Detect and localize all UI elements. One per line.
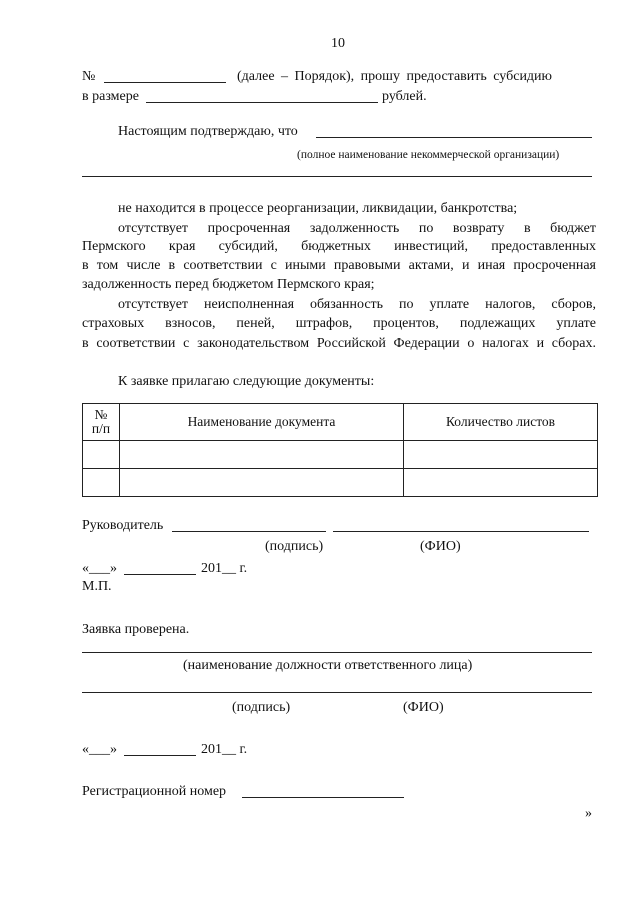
stamp-place: М.П. [82, 579, 112, 594]
head-date-year: 201__ г. [201, 561, 248, 576]
reg-label: Регистрационной номер [82, 784, 227, 799]
order-number-line[interactable] [104, 82, 226, 83]
col-sheets-header: Количество листов [404, 404, 598, 441]
confirm-lead: Настоящим подтверждаю, что [118, 124, 298, 139]
col-number-line1: № [94, 407, 108, 422]
head-sign-caption: (подпись) [265, 539, 324, 554]
table-cell[interactable] [83, 441, 120, 469]
statement-4: в том числе в соответствии с иными правовыми актами, и иная просроченная [82, 258, 596, 273]
check-fio-caption: (ФИО) [403, 700, 444, 715]
table-row [83, 441, 598, 469]
position-line[interactable] [82, 652, 592, 653]
head-label: Руководитель [82, 518, 164, 533]
intro-text-2b: рублей. [382, 89, 427, 104]
table-cell[interactable] [404, 469, 598, 497]
head-date-day: «___» [82, 561, 117, 576]
statement-5: задолженность перед бюджетом Пермского края; [82, 277, 375, 292]
page-number: 10 [331, 36, 345, 51]
statement-6: отсутствует неисполненная обязанность по уплате налогов, сборов, [118, 297, 596, 312]
check-label: Заявка проверена. [82, 622, 190, 637]
check-sign-caption: (подпись) [232, 700, 291, 715]
col-number-header [83, 404, 120, 441]
table-cell[interactable] [120, 441, 404, 469]
closing-quote: » [585, 806, 592, 821]
head-date-month-line[interactable] [124, 574, 196, 575]
check-date-day: «___» [82, 742, 117, 757]
check-sign-line[interactable] [82, 692, 592, 693]
head-sign-line[interactable] [172, 531, 326, 532]
attach-lead: К заявке прилагаю следующие документы: [118, 374, 375, 389]
check-date-month-line[interactable] [124, 755, 196, 756]
number-mark: № [82, 69, 96, 84]
table-cell[interactable] [120, 469, 404, 497]
table-row [83, 469, 598, 497]
reg-number-line[interactable] [242, 797, 404, 798]
check-date-year: 201__ г. [201, 742, 248, 757]
statement-7: страховых взносов, пеней, штрафов, процентов, подлежащих уплате [82, 316, 596, 331]
org-name-line-2[interactable] [82, 176, 592, 177]
head-fio-caption: (ФИО) [420, 539, 461, 554]
amount-line[interactable] [146, 102, 378, 103]
documents-table [82, 403, 598, 497]
table-cell[interactable] [83, 469, 120, 497]
col-name-header: Наименование документа [120, 404, 404, 441]
table-header-row [83, 404, 598, 441]
statement-8: в соответствии с законодательством Российской Федерации о налогах и сборах. [82, 336, 596, 351]
statement-1: не находится в процессе реорганизации, ликвидации, банкротства; [118, 201, 518, 216]
statement-2: отсутствует просроченная задолженность по возврату в бюджет [118, 221, 596, 236]
org-name-line[interactable] [316, 137, 592, 138]
col-number-line2: п/п [91, 421, 111, 436]
intro-text-2a: в размере [82, 89, 139, 104]
intro-text-1: (далее – Порядок), прошу предоставить субсидию [237, 69, 553, 84]
org-caption: (полное наименование некоммерческой организации) [297, 149, 560, 161]
position-caption: (наименование должности ответственного лица) [183, 658, 473, 673]
table-cell[interactable] [404, 441, 598, 469]
head-fio-line[interactable] [333, 531, 589, 532]
statement-3: Пермского края субсидий, бюджетных инвестиций, предоставленных [82, 239, 596, 254]
